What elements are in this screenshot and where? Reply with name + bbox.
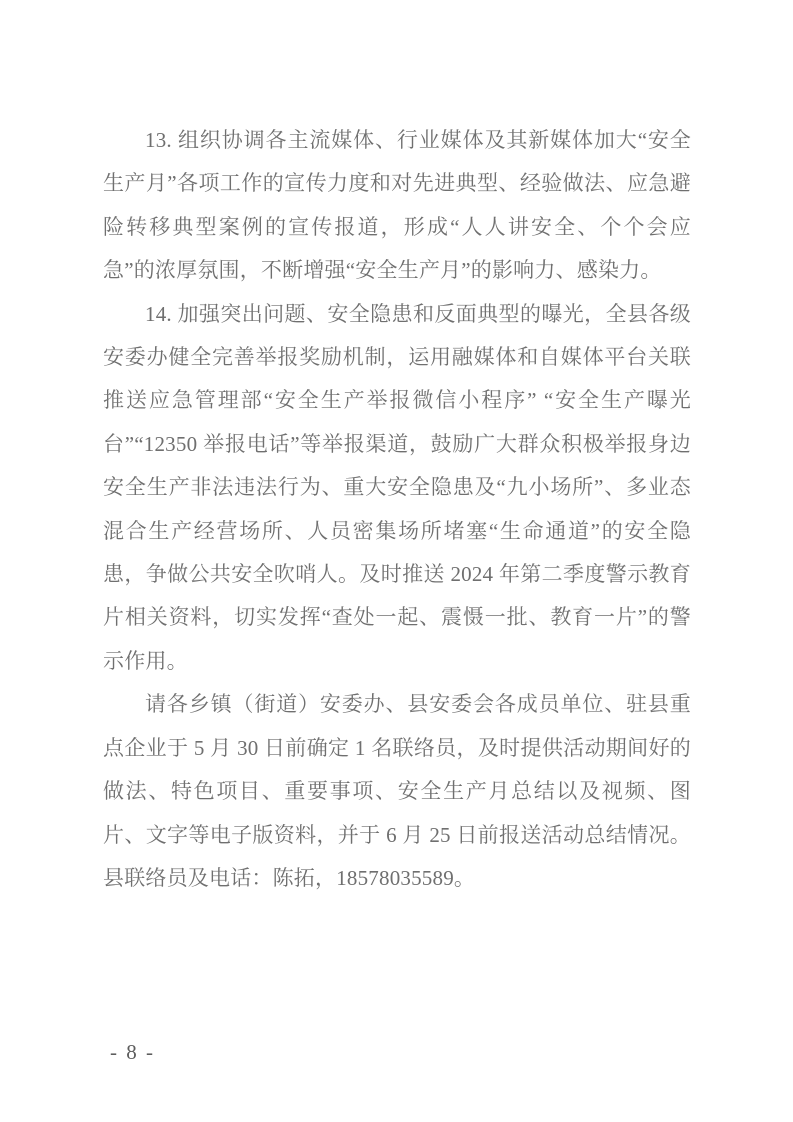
document-body bbox=[103, 119, 691, 900]
paragraph-closing: 请各乡镇（街道）安委办、县安委会各成员单位、驻县重点企业于 5 月 30 日前确定 1 名联络员，及时提供活动期间好的做法、特色项目、重要事项、安全生产月总结以及视频、图片、文字等电子版资料，并于 6 月 25 日前报送活动总结情况。县联络员及电话：陈拓，18578035589。 bbox=[103, 692, 691, 890]
paragraph-item-13: 13. 组织协调各主流媒体、行业媒体及其新媒体加大“安全生产月”各项工作的宣传力度和对先进典型、经验做法、应急避险转移典型案例的宣传报道，形成“人人讲安全、个个会应急”的浓厚氛围，不断增强“安全生产月”的影响力、感染力。 bbox=[103, 128, 691, 283]
paragraph-item-14: 14. 加强突出问题、安全隐患和反面典型的曝光，全县各级安委办健全完善举报奖励机制，运用融媒体和自媒体平台关联推送应急管理部“安全生产举报微信小程序” “安全生产曝光台”“12350 举报电话”等举报渠道，鼓励广大群众积极举报身边安全生产非法违法行为、重大安全隐患及“九小场所”、多业态混合生产经营场所、人员密集场所堵塞“生命通道”的安全隐患，争做公共安全吹哨人。及时推送 2024 年第二季度警示教育片相关资料，切实发挥“查处一起、震慑一批、教育一片”的警示作用。 bbox=[103, 301, 691, 673]
page-number: - 8 - bbox=[110, 1040, 155, 1064]
